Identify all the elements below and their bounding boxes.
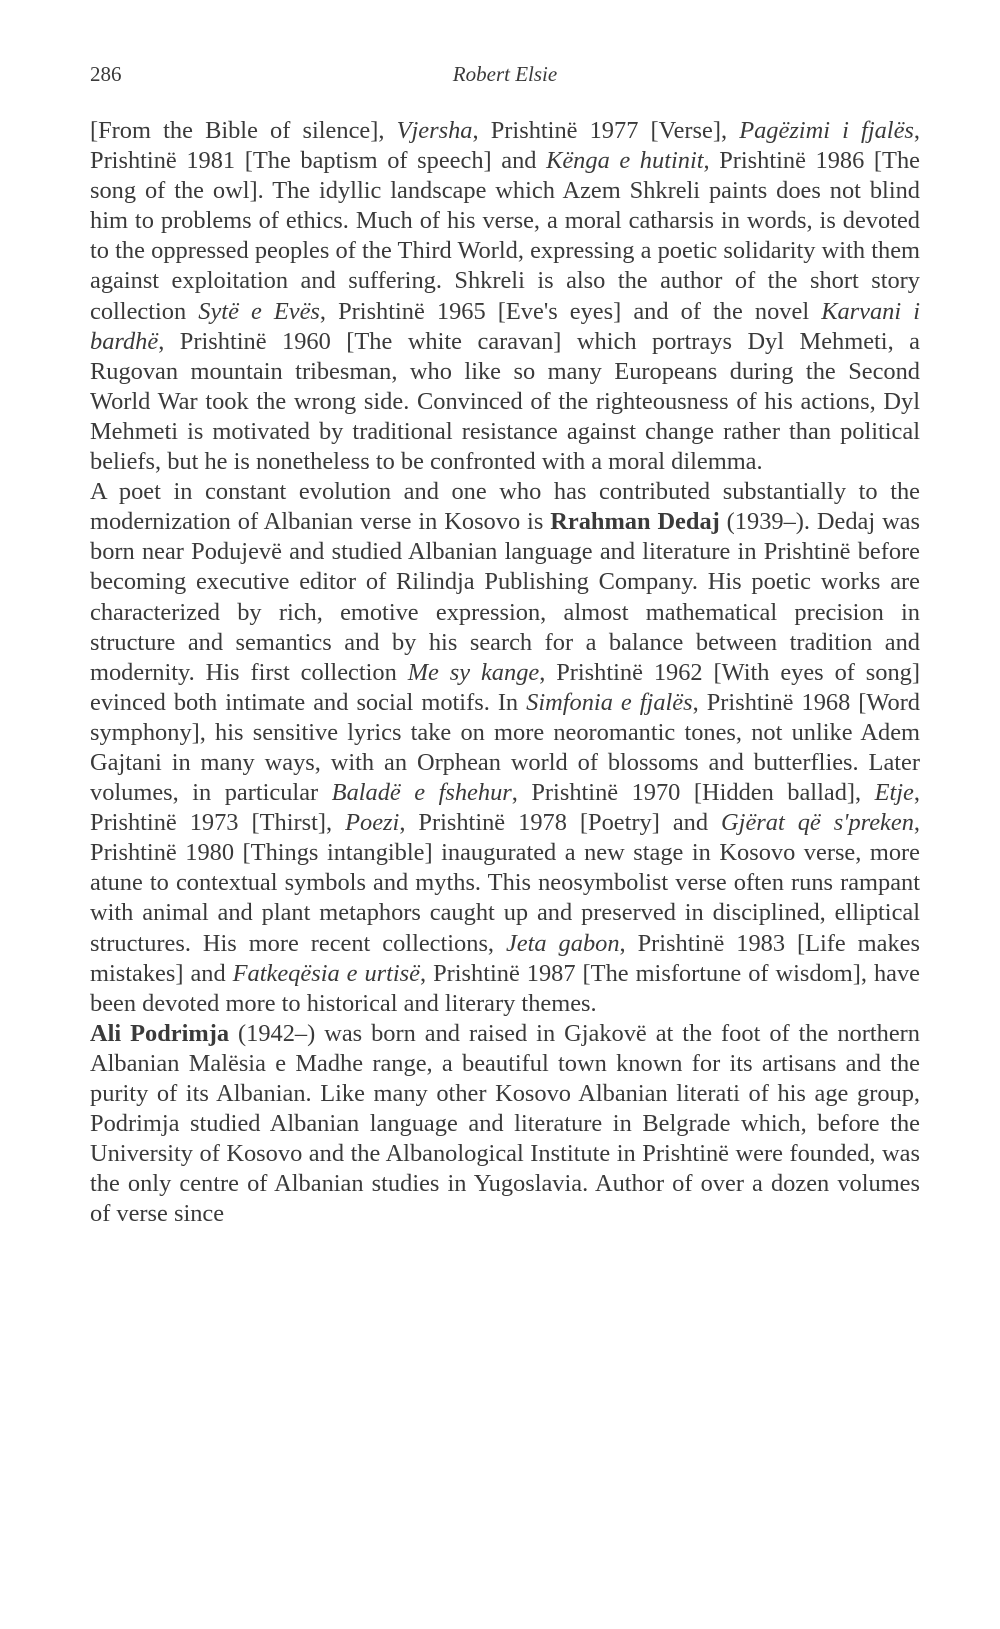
- text-run: , Prishtinë 1983 [Life makes mistakes] and: [90, 929, 920, 987]
- page-number: 286: [90, 62, 122, 86]
- text-run: , Prishtinë 1987 [The misfortune of wisdom], have been devoted more to historical and literary themes.: [90, 959, 921, 1017]
- text-run: A poet in constant evolution and one who has contributed substantially to the modernization of Albanian verse in Kosovo is: [90, 478, 920, 536]
- text-run: , Prishtinë 1968 [Word symphony], his sensitive lyrics take on more neoromantic tones, not unlike Adem Gajtani in many ways, with an Orphean world of blossoms and butterflies. Later volumes, in particular: [90, 688, 921, 807]
- text-run: (1939–). Dedaj was born near Podujevë and studied Albanian language and literature in Prishtinë before becoming executive editor of Rilindja Publishing Company. His poetic works are characterized by rich, emotive expression, almost mathematical precision in structure and semantics and by his search for a balance between tradition and modernity. His first collection: [90, 508, 920, 686]
- text-run: , Prishtinë 1986 [The song of the owl]. The idyllic landscape which Azem Shkreli paints does not blind him to problems of ethics. Much of his verse, a moral catharsis in words, is devoted to the oppressed peoples of the Third World, expressing a poetic solidarity with them against exploitation and suffering. Shkreli is also the author of the short story collection: [90, 147, 920, 325]
- italic-title: Vjersha: [396, 117, 473, 144]
- body-text: [90, 116, 920, 1229]
- paragraph-shkreli-continued: [90, 116, 920, 477]
- italic-title: Poezi: [345, 809, 400, 837]
- text-run: , Prishtinë 1970 [Hidden ballad],: [511, 779, 875, 807]
- text-run: , Prishtinë 1980 [Things intangible] inaugurated a new stage in Kosovo verse, more atune to contextual symbols and myths. This neosymbolist verse often runs rampant with animal and plant metaphors caught up and preserved in disciplined, elliptical structures. His more recent collections,: [90, 809, 921, 957]
- italic-title: Etje: [874, 779, 914, 807]
- italic-title: Kënga e hutinit: [546, 147, 704, 175]
- italic-title: Karvani i bardhë: [90, 297, 920, 355]
- text-run: , Prishtinë 1973 [Thirst],: [90, 779, 920, 837]
- italic-title: Fatkeqësia e urtisë: [232, 959, 421, 987]
- running-head: [90, 62, 920, 92]
- paragraph-ali-podrimja: [90, 1019, 920, 1230]
- bold-author-name: Ali Podrimja: [90, 1019, 230, 1047]
- text-run: , Prishtinë 1965 [Eve's eyes] and of the novel: [319, 297, 822, 325]
- italic-title: Me sy kange: [407, 658, 540, 686]
- text-run: , Prishtinë 1978 [Poetry] and: [399, 809, 722, 837]
- text-run: , Prishtinë 1962 [With eyes of song] evinced both intimate and social motifs. In: [90, 658, 920, 716]
- running-title: Robert Elsie: [452, 62, 558, 86]
- text-run: , Prishtinë 1960 [The white caravan] which portrays Dyl Mehmeti, a Rugovan mountain tribesman, who like so many Europeans during the Second World War took the wrong side. Convinced of the righteousness of his actions, Dyl Mehmeti is motivated by traditional resistance against change rather than political beliefs, but he is nonetheless to be confronted with a moral dilemma.: [90, 327, 920, 476]
- italic-title: Jeta gabon: [505, 929, 620, 957]
- italic-title: Baladë e fshehur: [331, 779, 512, 807]
- paragraph-rrahman-dedaj: [90, 477, 920, 1019]
- text-run: (1942–) was born and raised in Gjakovë at the foot of the northern Albanian Malësia e Madhe range, a beautiful town known for its artisans and the purity of its Albanian. Like many other Kosovo Albanian literati of his age group, Podrimja studied Albanian language and literature in Belgrade which, before the University of Kosovo and the Albanological Institute in Prishtinë were founded, was the only centre of Albanian studies in Yugoslavia. Author of over a dozen volumes of verse since: [90, 1019, 920, 1228]
- italic-title: Pagëzimi i fjalës: [739, 117, 914, 144]
- text-run: , Prishtinë 1977 [Verse],: [472, 117, 740, 144]
- italic-title: Simfonia e fjalës: [526, 688, 693, 716]
- italic-title: Sytë e Evës: [198, 297, 320, 325]
- italic-title: Gjërat që s'preken: [721, 809, 914, 837]
- text-run: [From the Bible of silence],: [90, 117, 397, 144]
- text-run: , Prishtinë 1981 [The baptism of speech] and: [90, 117, 920, 175]
- bold-author-name: Rrahman Dedaj: [550, 508, 720, 536]
